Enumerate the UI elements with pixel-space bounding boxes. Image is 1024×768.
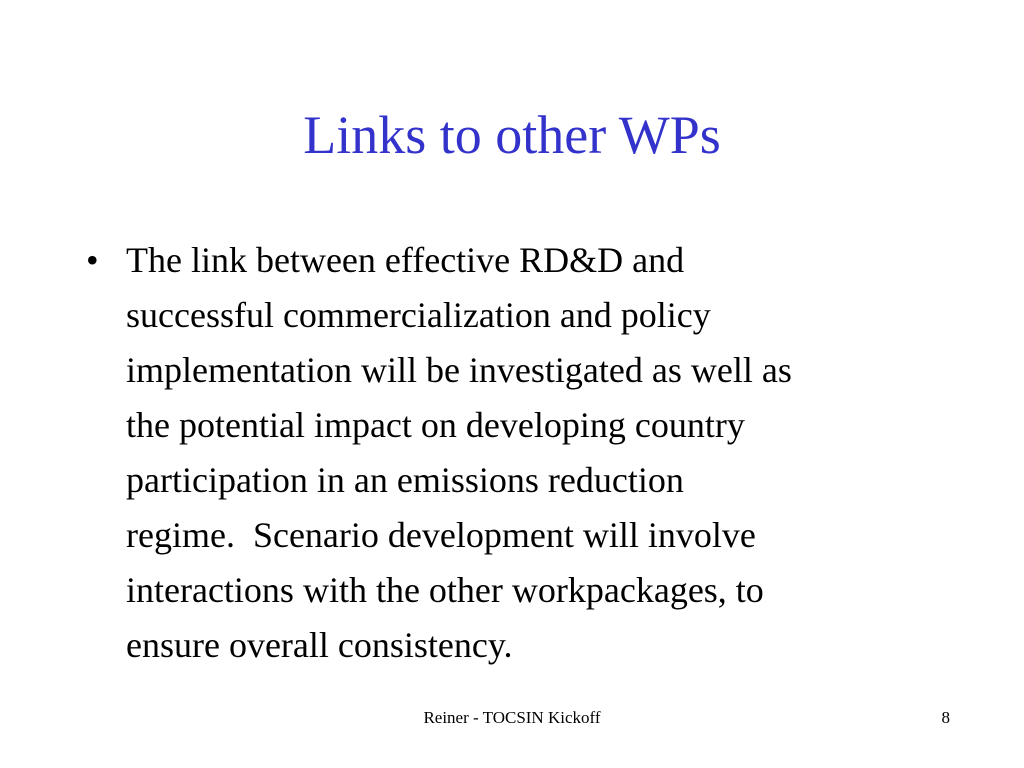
bullet-text-line: regime. Scenario development will involve xyxy=(126,515,756,555)
bullet-text-line: participation in an emissions reduction xyxy=(126,460,684,500)
bullet-list xyxy=(82,233,982,673)
bullet-text-line: interactions with the other workpackages, to xyxy=(126,570,764,610)
footer-text: Reiner - TOCSIN Kickoff xyxy=(423,708,601,727)
slide-title: Links to other WPs xyxy=(303,105,721,165)
page-number: 8 xyxy=(941,708,950,727)
bullet-text-line: The link between effective RD&D and xyxy=(126,240,685,280)
bullet-item xyxy=(82,233,982,673)
bullet-text-line: ensure overall consistency. xyxy=(126,625,513,665)
bullet-icon: • xyxy=(86,240,99,280)
bullet-text-line: the potential impact on developing country xyxy=(126,405,745,445)
bullet-text-line: implementation will be investigated as well as xyxy=(126,350,792,390)
bullet-text-line: successful commercialization and policy xyxy=(126,295,711,335)
